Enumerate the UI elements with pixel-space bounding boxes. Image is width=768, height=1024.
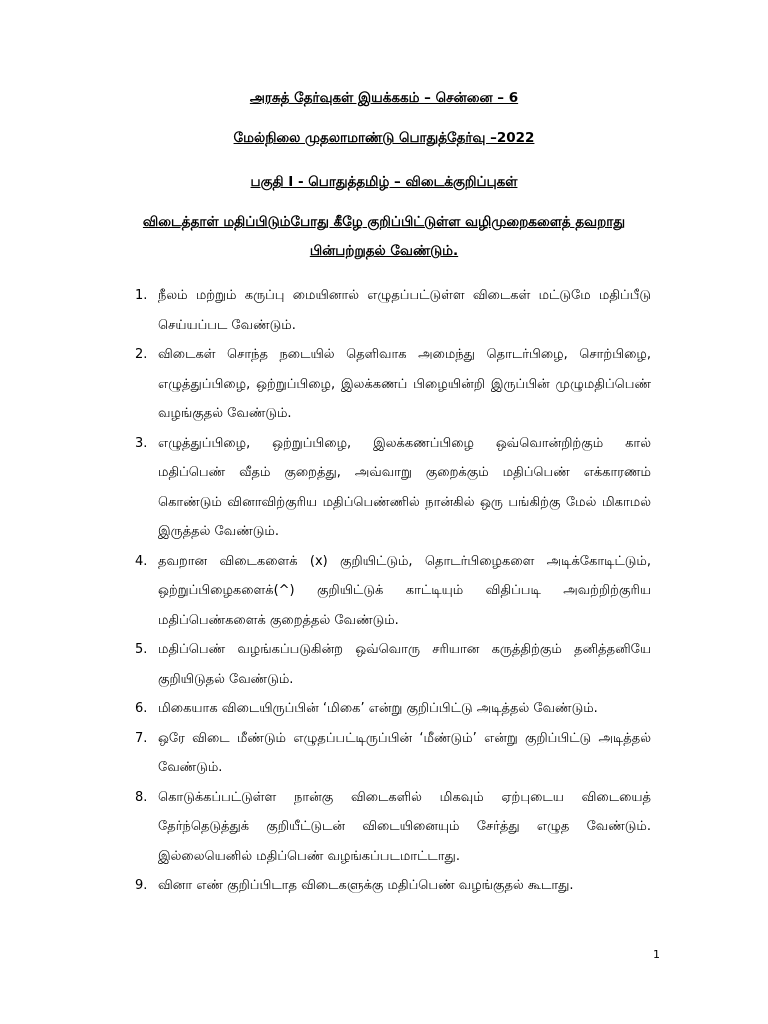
rule-item [135,635,651,694]
rule-number: 4. [135,553,148,569]
rule-text: கொடுக்கப்பட்டுள்ள நான்கு விடைகளில் மிகவும் ஏற்புடைய விடையைத் தேர்ந்தெடுத்துக் குறியீட்டுடன் விடையினையும் சேர்த்து எழுத வேண்டும். இல்லையெனில் மதிப்பெண் வழங்கப்படமாட்டாது. [158,789,651,864]
rule-text: நீலம் மற்றும் கருப்பு மையினால் எழுதப்பட்டுள்ள விடைகள் மட்டுமே மதிப்பீடு செய்யப்பட வேண்டும். [158,288,651,333]
rule-text: மிகையாக விடையிருப்பின் ‘மிகை’ என்று குறிப்பிட்டு அடித்தல் வேண்டும். [158,701,598,716]
rule-item [135,724,651,783]
rule-item [135,429,651,547]
page-number: 1 [653,948,660,961]
header-exam-title: மேல்நிலை முதலாமாண்டு பொதுத்தேர்வு –2022 [233,130,535,146]
rule-text: வினா எண் குறிப்பிடாத விடைகளுக்கு மதிப்பெண் வழங்குதல் கூடாது. [158,878,574,893]
instruction-line-2: பின்பற்றுதல் வேண்டும். [309,243,459,259]
evaluation-rules-list [135,281,651,901]
instruction-line-1: விடைத்தாள் மதிப்பிடும்போது கீழே குறிப்பிட்டுள்ள வழிமுறைகளைத் தவறாது [142,214,626,230]
rule-number: 9. [135,878,148,893]
rule-item [135,281,651,340]
header-section-title: பகுதி I - பொதுத்தமிழ் – விடைக்குறிப்புகள் [250,174,518,190]
rule-text: விடைகள் சொந்த நடையில் தெளிவாக அமைந்து தொடர்பிழை, சொற்பிழை, எழுத்துப்பிழை, ஒற்றுப்பிழை, இலக்கணப் பிழையின்றி இருப்பின் முழுமதிப்பெண் வழங்குதல் வேண்டும். [158,347,651,421]
rule-text: எழுத்துப்பிழை, ஒற்றுப்பிழை, இலக்கணப்பிழை ஒவ்வொன்றிற்கும் கால் மதிப்பெண் வீதம் குறைத்து, அவ்வாறு குறைக்கும் மதிப்பெண் எக்காரணம் கொண்டும் வினாவிற்குரிய மதிப்பெண்ணில் நான்கில் ஒரு பங்கிற்கு மேல் மிகாமல் இருத்தல் வேண்டும். [158,435,651,539]
rule-item [135,871,651,901]
rule-text: தவறான விடைகளைக் (x) குறியிட்டும், தொடர்பிழைகளை அடிக்கோடிட்டும், ஒற்றுப்பிழைகளைக்(^) குறியிட்டுக் காட்டியும் விதிப்படி அவற்றிற்குரிய மதிப்பெண்களைக் குறைத்தல் வேண்டும். [158,553,651,628]
rule-number: 8. [135,789,148,805]
rule-text: ஒரே விடை மீண்டும் எழுதப்பட்டிருப்பின் ‘மீண்டும்’ என்று குறிப்பிட்டு அடித்தல் வேண்டும். [158,730,651,775]
rule-item [135,547,651,636]
rule-text: மதிப்பெண் வழங்கப்படுகின்ற ஒவ்வொரு சரியான கருத்திற்கும் தனித்தனியே குறியிடுதல் வேண்டும். [158,642,651,687]
rule-item [135,694,651,724]
rule-number: 5. [135,642,148,657]
header-directorate: அரசுத் தேர்வுகள் இயக்ககம் – சென்னை – 6 [249,90,519,106]
rule-number: 6. [135,701,148,716]
rule-number: 3. [135,435,148,451]
rule-number: 1. [135,288,148,303]
rule-number: 7. [135,730,148,746]
rule-item [135,340,651,429]
rule-item [135,783,651,872]
rule-number: 2. [135,347,148,362]
